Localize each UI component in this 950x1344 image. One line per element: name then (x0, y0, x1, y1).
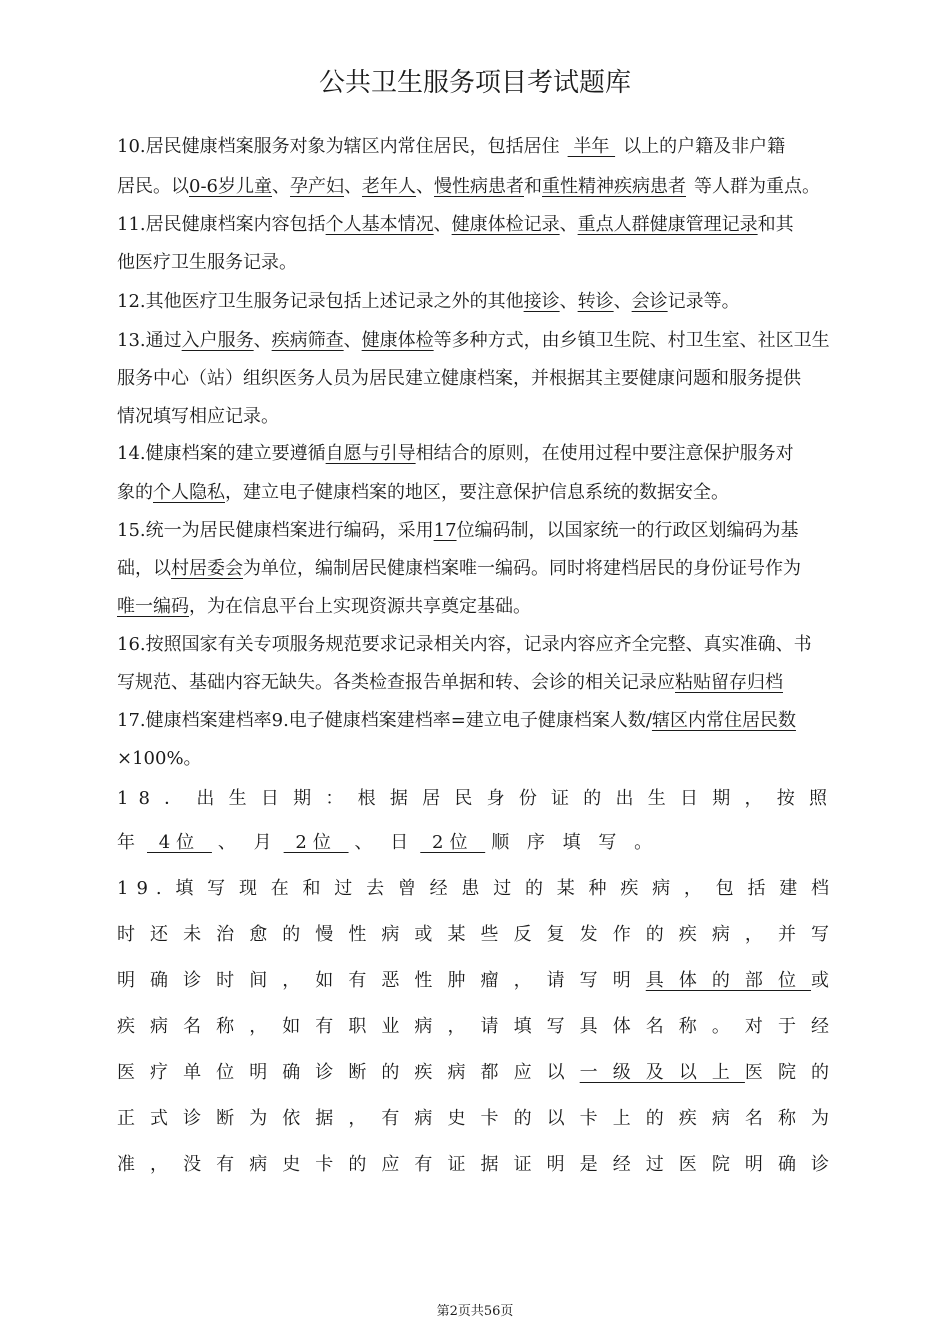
text-segment: 17.健康档案建档率9.电子健康档案建档率=建立电子健康档案人数/ (117, 710, 652, 731)
text-segment: 、 (272, 176, 290, 197)
answer-blank: 健康体检 (361, 330, 434, 351)
answer-blank: 重性精神疾病患者 (542, 176, 686, 197)
text-line (117, 518, 837, 544)
text-segment: 或 (811, 970, 838, 991)
text-line: 18．出生日期：根据居民身份证的出生日期，按照 (117, 788, 837, 809)
text-segment: 14.健康档案的建立要遵循 (117, 443, 326, 464)
text-line: 他医疗卫生服务记录。 (117, 252, 297, 273)
answer-blank: 会诊 (631, 291, 668, 312)
text-line: 服务中心（站）组织医务人员为居民建立健康档案，并根据其主要健康问题和服务提供 (117, 368, 801, 389)
answer-blank: 接诊 (523, 291, 560, 312)
text-segment: 位编码制，以国家统一的行政区划编码为基 (456, 520, 799, 541)
text-line (117, 830, 837, 856)
text-segment: 、 日 (354, 832, 415, 853)
text-line (117, 328, 837, 354)
text-line: 16.按照国家有关专项服务规范要求记录相关内容，记录内容应齐全完整、真实准确、书 (117, 634, 812, 655)
answer-blank: 具体的部位 (645, 970, 812, 991)
text-segment: 写规范、基础内容无缺失。各类检查报告单据和转、会诊的相关记录应 (117, 672, 675, 693)
text-segment: 医疗单位明确诊断的疾病都应以 (117, 1062, 580, 1083)
answer-blank: 17 (433, 520, 457, 541)
text-segment: 明确诊时间，如有恶性肿瘤，请写明 (117, 970, 646, 991)
answer-blank: 半年 (567, 136, 616, 157)
answer-blank: 0-6岁儿童 (189, 176, 272, 197)
text-segment: 和 (524, 176, 542, 197)
text-segment: 等多种方式，由乡镇卫生院、村卫生室、社区卫生 (433, 330, 830, 351)
answer-blank: 孕产妇 (290, 176, 344, 197)
text-line: 准，没有病史卡的应有证据证明是经过医院明确诊 (117, 1154, 837, 1175)
page-footer: 第2页共56页 (436, 1304, 514, 1319)
text-line (117, 134, 837, 160)
text-segment: 医院的 (744, 1062, 838, 1083)
answer-blank: 一级及以上 (579, 1062, 745, 1083)
answer-blank: 老年人 (362, 176, 416, 197)
text-segment: 12.其他医疗卫生服务记录包括上述记录之外的其他 (117, 291, 524, 312)
text-segment: 、 (559, 214, 578, 235)
text-line (117, 441, 837, 467)
answer-blank: 4位 (147, 832, 212, 853)
answer-blank: 疾病筛查 (271, 330, 344, 351)
text-line (117, 212, 837, 238)
text-segment: 、 (344, 176, 362, 197)
text-segment: 、 (253, 330, 272, 351)
text-segment: 等人群为重点。 (694, 176, 820, 197)
text-segment: ，为在信息平台上实现资源共享奠定基础。 (189, 596, 531, 617)
text-segment: 、 (559, 291, 578, 312)
text-segment: 15.统一为居民健康档案进行编码，采用 (117, 520, 434, 541)
text-line (117, 556, 837, 582)
answer-blank: 唯一编码 (117, 596, 189, 617)
text-segment: 、 (433, 214, 452, 235)
text-segment: 、 (343, 330, 362, 351)
page-title: 公共卫生服务项目考试题库 (318, 68, 631, 98)
text-line: 正式诊断为依据，有病史卡的以卡上的疾病名称为 (117, 1108, 837, 1129)
text-segment: 、 (416, 176, 434, 197)
text-segment: 象的 (117, 482, 153, 503)
answer-blank: 村居委会 (171, 558, 243, 579)
text-segment: 13.通过 (117, 330, 182, 351)
answer-blank: 个人隐私 (153, 482, 225, 503)
text-segment: 居民。以 (117, 176, 189, 197)
text-line: 疾病名称，如有职业病，请填写具体名称。对于经 (117, 1016, 837, 1037)
text-segment: 、 (613, 291, 632, 312)
text-segment: 记录等。 (667, 291, 740, 312)
answer-blank: 入户服务 (181, 330, 254, 351)
answer-blank: 自愿与引导 (325, 443, 416, 464)
text-segment: 年 (117, 832, 141, 853)
text-segment: 为单位，编制居民健康档案唯一编码。同时将建档居民的身份证号作为 (243, 558, 801, 579)
answer-blank: 个人基本情况 (325, 214, 434, 235)
text-line (117, 708, 837, 734)
text-segment: ，建立电子健康档案的地区，要注意保护信息系统的数据安全。 (225, 482, 729, 503)
answer-blank: 慢性病患者 (434, 176, 524, 197)
text-line (117, 594, 837, 620)
text-segment: 、 月 (217, 832, 278, 853)
text-segment: 顺 序 填 写 。 (491, 832, 659, 853)
answer-blank: 辖区内常住居民数 (651, 710, 796, 731)
answer-blank: 2位 (420, 832, 486, 853)
text-line (117, 670, 837, 696)
text-line (117, 1060, 837, 1086)
text-segment: 以上的户籍及非户籍 (623, 136, 786, 157)
text-line: ×100%。 (117, 748, 202, 769)
text-line: 时还未治愈的慢性病或某些反复发作的疾病，并写 (117, 924, 837, 945)
answer-blank: 转诊 (577, 291, 614, 312)
answer-blank: 2位 (283, 832, 349, 853)
text-segment: 10.居民健康档案服务对象为辖区内常住居民，包括居住 (117, 136, 560, 157)
text-line (117, 174, 837, 200)
text-segment: 础，以 (117, 558, 171, 579)
text-line (117, 968, 837, 994)
answer-blank: 重点人群健康管理记录 (577, 214, 758, 235)
text-segment: 11.居民健康档案内容包括 (117, 214, 326, 235)
text-segment: 和其 (757, 214, 794, 235)
answer-blank: 粘贴留存归档 (675, 672, 783, 693)
text-line (117, 480, 837, 506)
text-segment: 相结合的原则，在使用过程中要注意保护服务对 (415, 443, 794, 464)
text-line (117, 289, 837, 315)
text-line: 情况填写相应记录。 (117, 406, 279, 427)
text-line: 19.填写现在和过去曾经患过的某种疾病，包括建档 (117, 878, 837, 899)
answer-blank: 健康体检记录 (451, 214, 560, 235)
